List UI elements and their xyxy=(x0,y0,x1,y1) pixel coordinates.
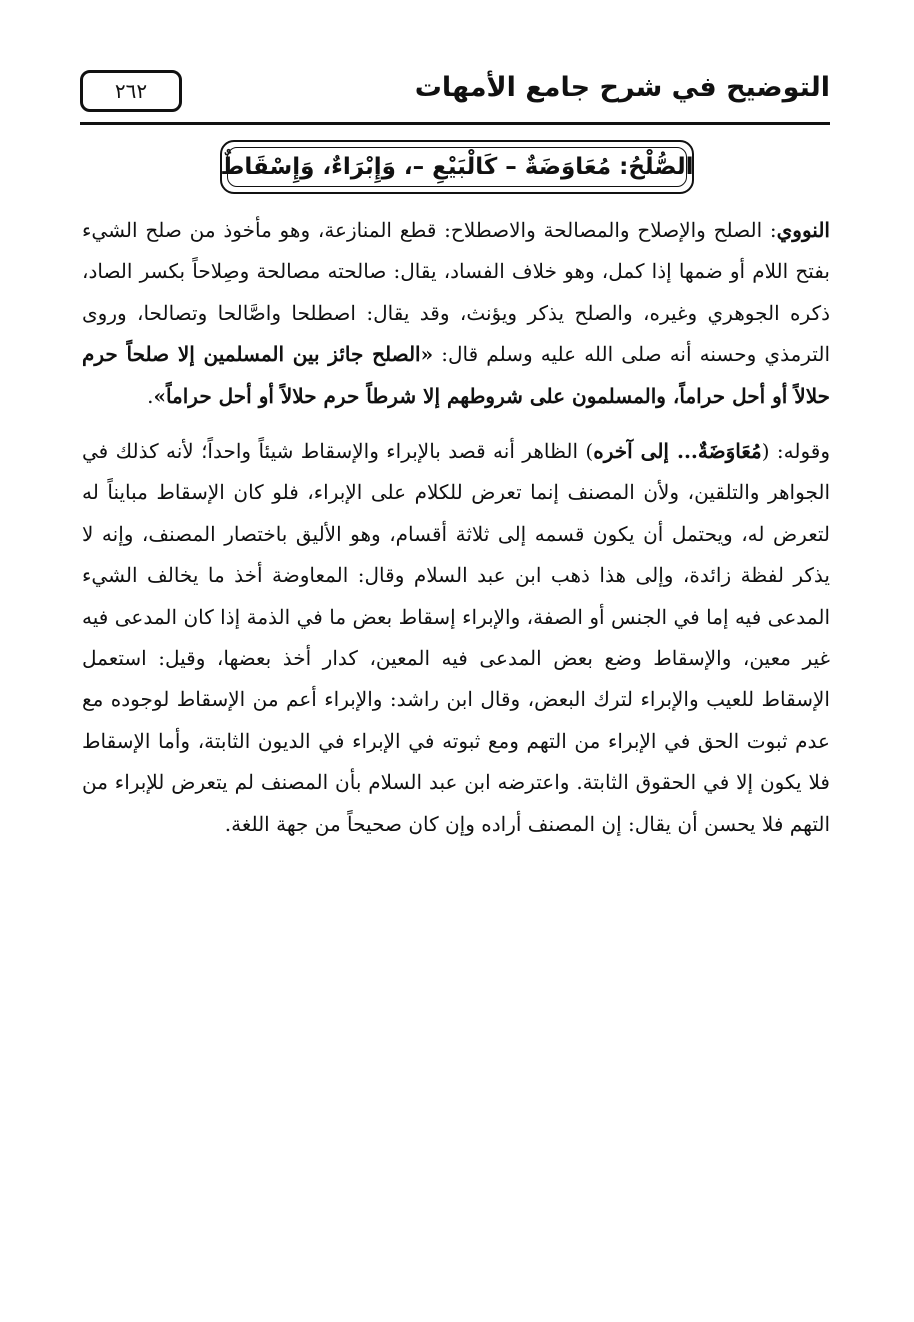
paragraph-end: . xyxy=(147,383,154,408)
paragraph-nawawi xyxy=(82,210,830,417)
book-title: التوضيح في شرح جامع الأمهات xyxy=(414,72,830,103)
page-number: ٢٦٢ xyxy=(80,70,182,112)
header-rule xyxy=(80,122,830,125)
section-heading-box xyxy=(220,140,694,194)
paragraph-text: : الصلح والإصلاح والمصالحة والاصطلاح: قطع المنازعة، وهو مأخوذ من صلح الشيء بفتح اللام أو ضمها إذا كمل، وهو خلاف الفساد، يقال: صالحته مصالحة وصِلاحاً بكسر الصاد، ذكره الجوهري وغيره، والصلح يذكر ويؤنث، وقد يقال: اصطلحا واصَّالحا وتصالحا، وروى الترمذي وحسنه أنه صلى الله عليه وسلم قال: xyxy=(82,218,830,367)
paragraph-intro: وقوله: ( xyxy=(761,439,831,464)
quoted-phrase: مُعَاوَضَةٌ... إلى آخره xyxy=(593,439,762,464)
paragraph-text: ) الظاهر أنه قصد بالإبراء والإسقاط شيئاً واحداً؛ لأنه كذلك في الجواهر والتلقين، ولأن المصنف إنما تعرض للكلام على الإبراء، فلو كان الإسقاط مبايناً له لتعرض له، ويحتمل أن يكون قسمه إلى ثلاثة أقسام، وهو الأليق باختصار المصنف، وإنه لا يذكر لفظة زائدة، وإلى هذا ذهب ابن عبد السلام وقال: المعاوضة أخذ ما يخالف الشيء المدعى فيه إما في الجنس أو الصفة، والإبراء إسقاط بعض ما في الذمة إذا كان المدعى فيه غير معين، والإسقاط وضع بعض المدعى فيه المعين، كدار أخذ بعضها، وقيل: استعمل الإسقاط للعيب والإبراء لترك البعض، وقال ابن راشد: والإبراء أعم من الإسقاط لوجوده مع عدم ثبوت الحق في الإبراء من التهم ومع ثبوته في الإبراء في الديون الثابتة، وأما الإسقاط فلا يكون إلا في الحقوق الثابتة. واعترضه ابن عبد السلام بأن المصنف لم يتعرض للإبراء من التهم فلا يحسن أن يقال: إن المصنف أراده وإن كان صحيحاً من جهة اللغة. xyxy=(82,439,831,836)
hadith-quote: «الصلح جائز بين المسلمين إلا صلحاً حرم حلالاً أو أحل حراماً، والمسلمون على شروطهم إلا شرطاً حرم حلالاً أو أحل حراماً» xyxy=(82,342,830,408)
paragraph-label: النووي xyxy=(776,218,830,242)
running-header xyxy=(80,68,830,124)
body-text xyxy=(82,210,830,859)
section-heading: الصُّلْحُ: مُعَاوَضَةٌ – كَالْبَيْعِ –، وَإِبْرَاءٌ، وَإِسْقَاطٌ xyxy=(220,154,694,180)
paragraph-commentary xyxy=(82,431,830,845)
